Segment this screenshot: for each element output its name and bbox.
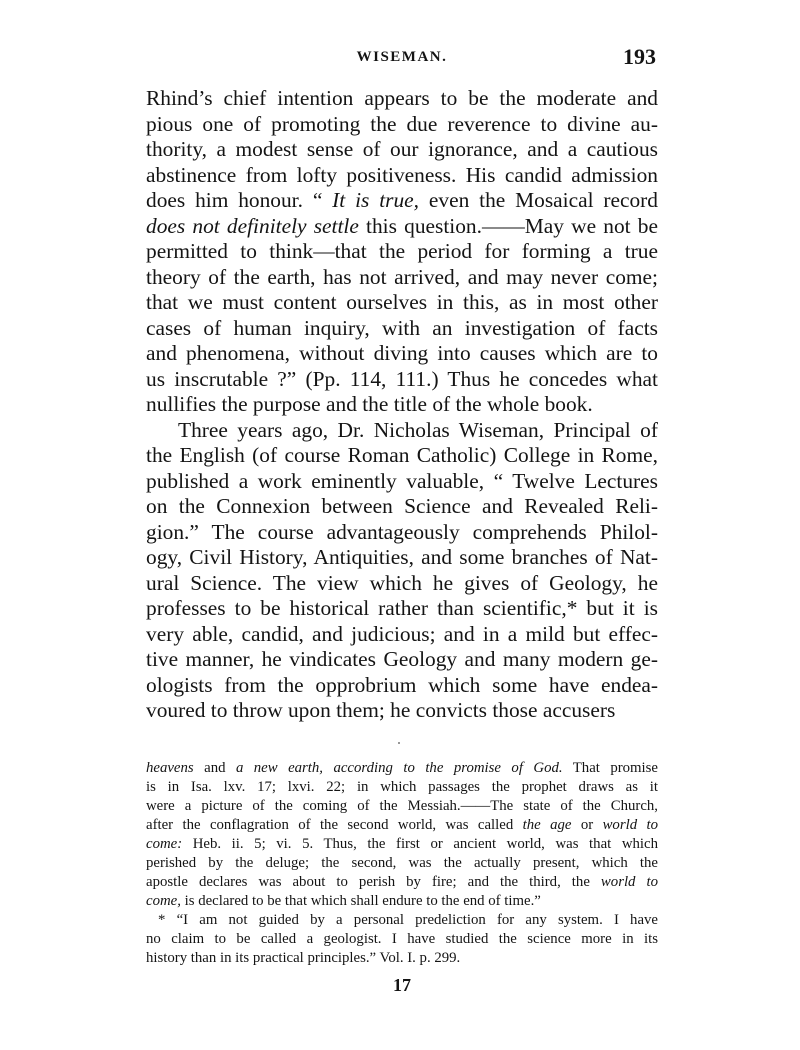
main-text [146,86,658,724]
text-line: tive manner, he vindicates Geology and many modern ge- [146,647,658,671]
text-line: gion.” The course advantageously comprehends Philol- [146,519,658,544]
text-line: Three years ago, Dr. Nicholas Wiseman, Principal of [178,417,658,442]
text-line: ologists from the opprobrium which some have endea- [146,672,658,697]
running-head [146,40,658,76]
text-line: that we must content ourselves in this, as in most other [146,290,658,314]
text-line: permitted to think—that the period for forming a true [146,239,658,263]
text-line: voured to throw upon them; he convicts those accusers [146,698,616,722]
footnote-line: after the conflagration of the second world, was called the age or world to [146,817,658,833]
paragraph-wiseman [146,418,658,724]
text-line: published a work eminently valuable, “ Twelve Lectures [146,468,658,493]
text-line: on the Connexion between Science and Revealed Reli- [146,494,658,518]
signature-mark: 17 [393,975,411,995]
footnote-line: were a picture of the coming of the Messiah.——The state of the Church, [146,798,658,814]
text-line: ogy, Civil History, Antiquities, and some branches of Nat- [146,545,658,569]
footnote-asterisk [146,911,658,968]
footnotes [146,759,658,968]
footnote-line: come, is declared to be that which shall endure to the end of time.” [146,893,541,909]
text-line: very able, candid, and judicious; and in a mild but effec- [146,621,658,646]
text-line: theory of the earth, has not arrived, and may never come; [146,264,658,289]
text-line: does not definitely settle this question.——May we not be [146,213,658,238]
text-line: ural Science. The view which he gives of Geology, he [146,570,658,595]
footnote-line: is in Isa. lxv. 17; lxvi. 22; in which passages the prophet draws as it [146,779,658,795]
text-line: us inscrutable ?” (Pp. 114, 111.) Thus he concedes what [146,366,658,391]
footnote-line: heavens and a new earth, according to the promise of God. That promise [146,760,658,776]
running-title: WISEMAN. [356,49,448,65]
footnote-line: apostle declares was about to perish by fire; and the third, the world to [146,874,658,890]
text-line: Rhind’s chief intention appears to be the moderate and [146,86,658,110]
text-line: pious one of promoting the due reverence to divine au- [146,111,658,136]
text-line: abstinence from lofty positiveness. His candid admission [146,162,658,187]
text-line: professes to be historical rather than scientific,* but it is [146,596,658,620]
page-number: 193 [623,44,656,69]
footnote-line: no claim to be called a geologist. I have studied the science more in its [146,931,658,947]
text-line: does him honour. “ It is true, even the Mosaical record [146,188,658,212]
footnote-line: history than in its practical principles.” Vol. I. p. 299. [146,950,461,966]
paragraph-rhind [146,86,658,418]
footnote-separator [398,742,400,744]
text-line: thority, a modest sense of our ignorance, and a cautious [146,137,658,161]
text-line: nullifies the purpose and the title of the whole book. [146,392,593,416]
text-line: cases of human inquiry, with an investigation of facts [146,315,658,340]
footnote-continued [146,759,658,911]
footnote-line: * “I am not guided by a personal predeliction for any system. I have [158,912,658,928]
footnote-line: perished by the deluge; the second, was the actually present, which the [146,855,658,871]
footnote-line: come: Heb. ii. 5; vi. 5. Thus, the first or ancient world, was that which [146,836,658,852]
text-line: the English (of course Roman Catholic) College in Rome, [146,443,658,467]
text-line: and phenomena, without diving into causes which are to [146,341,658,365]
